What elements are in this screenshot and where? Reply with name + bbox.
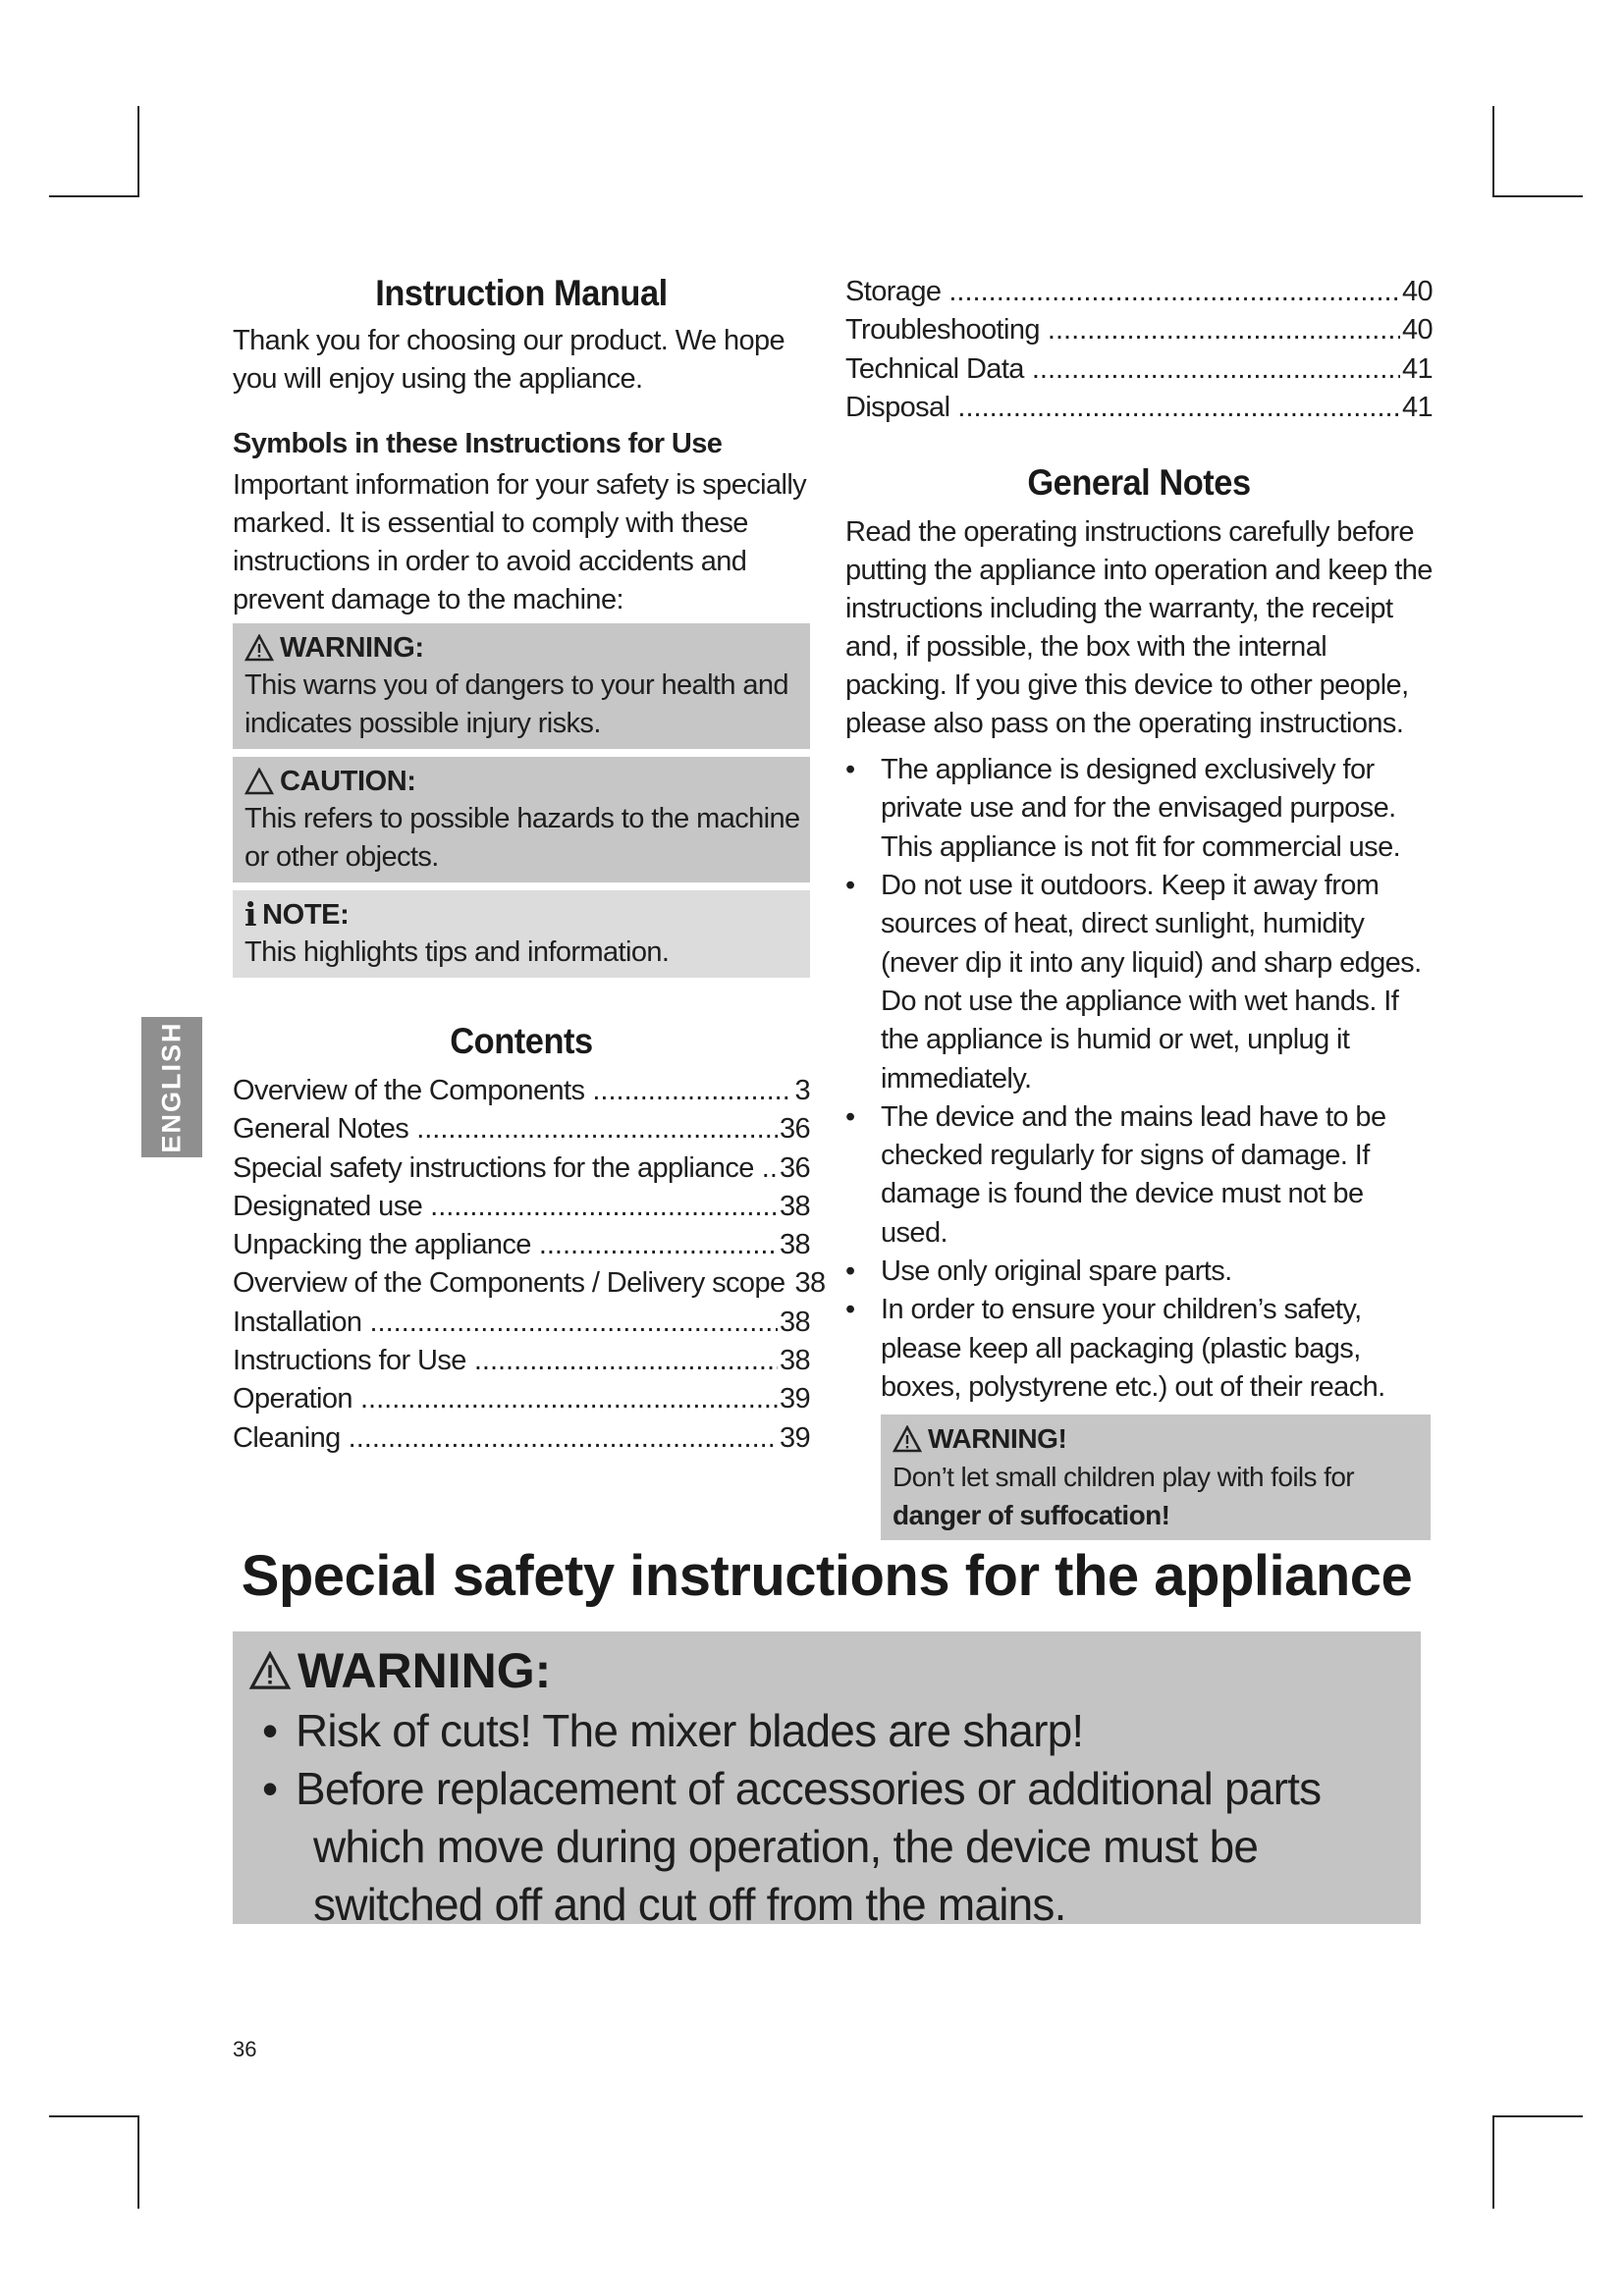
crop-mark: [1492, 106, 1494, 197]
warning-box: [233, 623, 810, 749]
contents-leader-dots: [1048, 311, 1400, 349]
intro-text: Thank you for choosing our product. We hope you will enjoy using the appliance.: [233, 325, 785, 395]
info-icon: i: [244, 895, 257, 934]
contents-entry-title: Storage: [845, 276, 942, 307]
contents-entry-page: 38: [779, 1345, 810, 1377]
caution-text: This refers to possible hazards to the machine or other objects.: [244, 803, 800, 873]
contents-entry: [845, 311, 1433, 349]
list-item-text: Use only original spare parts.: [881, 1255, 1232, 1288]
symbols-text: Important information for your safety is specially marked. It is essential to comply with these instructions in order to avoid accidents and prevent damage to the machine:: [233, 469, 807, 615]
bullet-point: •: [845, 754, 855, 786]
bullet-point: •: [845, 1294, 855, 1326]
crop-mark: [1492, 2115, 1583, 2117]
list-item: [845, 1291, 1433, 1407]
contents-entry: [233, 1110, 810, 1148]
crop-mark: [137, 2115, 139, 2209]
suffocation-warning-text-bold: danger of suffocation!: [893, 1500, 1170, 1531]
contents-list: [233, 1072, 826, 1458]
contents-entry-title: Special safety instructions for the appliance: [233, 1151, 754, 1184]
contents-entry: [845, 273, 1433, 311]
contents-title: Contents: [450, 1021, 593, 1061]
list-item-text: Do not use it outdoors. Keep it away from sources of heat, direct sunlight, humidity (never dip it into any liquid) and sharp edges. Do not use the appliance with wet hands. If the appliance is humid or wet, unplug it immediately.: [881, 870, 1422, 1095]
contents-entry-page: 36: [779, 1151, 810, 1184]
contents-entry-title: General Notes: [233, 1113, 409, 1146]
caution-icon: [244, 768, 274, 795]
safety-title: Special safety instructions for the appliance: [241, 1544, 1413, 1608]
list-item: [845, 867, 1433, 1098]
list-item: [845, 1253, 1433, 1291]
contents-entry-page: 41: [1401, 352, 1433, 385]
caution-box: [233, 757, 810, 882]
contents-entry-title: Cleaning: [233, 1421, 341, 1454]
suffocation-warning-text: [893, 1458, 1421, 1534]
contents-leader-dots: [539, 1226, 778, 1264]
contents-entry-page: 39: [779, 1383, 810, 1415]
list-item: [845, 751, 1433, 867]
contents-entry-title: Technical Data: [845, 352, 1024, 385]
contents-leader-dots: [762, 1149, 778, 1188]
contents-entry: [233, 1188, 810, 1226]
contents-entry: [845, 389, 1433, 427]
contents-leader-dots: [360, 1380, 778, 1418]
suffocation-warning-text-normal: Don’t let small children play with foils for: [893, 1462, 1355, 1493]
contents-leader-dots: [349, 1419, 778, 1458]
contents-leader-dots: [369, 1304, 777, 1342]
general-notes-list: [845, 751, 1433, 1407]
contents-entry-title: Installation: [233, 1306, 362, 1338]
crop-mark: [1492, 195, 1583, 197]
contents-entry: [233, 1419, 810, 1458]
bullet-point: •: [845, 870, 855, 902]
suffocation-warning-box: [881, 1415, 1431, 1540]
contents-list-continued: [845, 273, 1433, 427]
note-label: NOTE:: [262, 899, 350, 931]
list-item-text: In order to ensure your children’s safety, please keep all packaging (plastic bags, boxes, polystyrene etc.) out of their reach.: [881, 1294, 1385, 1403]
contents-entry-title: Instructions for Use: [233, 1345, 466, 1377]
contents-leader-dots: [474, 1342, 778, 1380]
contents-entry: [233, 1264, 826, 1303]
general-notes-text: Read the operating instructions carefully before putting the appliance into operation and keep the instructions including the warranty, the receipt and, if possible, the box with the internal packing. If you give this device to other people, please also pass on the operating instructions.: [845, 516, 1433, 740]
contents-entry-page: 3: [794, 1075, 810, 1106]
contents-leader-dots: [416, 1110, 778, 1148]
safety-list-item-text: Before replacement of accessories or additional parts which move during operation, the device must be switched off and cut off from the mains.: [296, 1763, 1322, 1930]
contents-entry-title: Disposal: [845, 391, 950, 423]
bullet-point: •: [262, 1705, 278, 1756]
bullet-point: •: [262, 1763, 278, 1814]
contents-entry-page: 40: [1401, 276, 1433, 307]
contents-entry-title: Operation: [233, 1383, 352, 1415]
language-tab-label: ENGLISH: [156, 1021, 187, 1153]
contents-entry-title: Unpacking the appliance: [233, 1229, 531, 1261]
right-column: [845, 273, 1433, 1540]
crop-mark: [1492, 2115, 1494, 2209]
language-tab: [141, 1017, 202, 1157]
list-item-text: The device and the mains lead have to be checked regularly for signs of damage. If damage is found the device must not be used.: [881, 1100, 1386, 1249]
crop-mark: [49, 2115, 139, 2117]
note-box: [233, 890, 810, 978]
contents-leader-dots: [1032, 350, 1400, 389]
warning-label: WARNING:: [280, 632, 424, 664]
contents-entry-page: 40: [1401, 314, 1433, 347]
contents-entry: [233, 1149, 810, 1188]
symbols-heading: Symbols in these Instructions for Use: [233, 428, 723, 459]
warning-icon: [248, 1651, 292, 1690]
contents-entry: [233, 1226, 810, 1264]
contents-entry-title: Designated use: [233, 1190, 423, 1222]
general-notes-title: General Notes: [1027, 462, 1251, 504]
page-number: 36: [233, 2037, 257, 2061]
contents-leader-dots: [948, 273, 1400, 311]
safety-warning-list: [248, 1702, 1407, 1934]
safety-list-item: [248, 1702, 1407, 1760]
contents-entry: [845, 350, 1433, 389]
safety-warning-box: [233, 1631, 1421, 1930]
contents-entry-title: Overview of the Components: [233, 1075, 585, 1106]
safety-warning-label: WARNING:: [298, 1643, 552, 1698]
contents-entry: [233, 1304, 810, 1342]
contents-entry-page: 36: [779, 1113, 810, 1146]
crop-mark: [137, 106, 139, 197]
contents-entry-page: 38: [779, 1190, 810, 1222]
warning-icon: [893, 1425, 922, 1453]
left-column: [233, 273, 826, 1458]
contents-leader-dots: [430, 1188, 778, 1226]
contents-leader-dots: [957, 389, 1400, 427]
contents-entry-page: 38: [779, 1229, 810, 1261]
crop-mark: [49, 195, 139, 197]
manual-title: Instruction Manual: [375, 273, 668, 313]
contents-entry-title: Overview of the Components / Delivery scope: [233, 1267, 785, 1300]
contents-entry-page: 38: [794, 1267, 826, 1300]
bullet-point: •: [845, 1255, 855, 1288]
warning-icon: [244, 634, 274, 662]
caution-label: CAUTION:: [280, 766, 416, 797]
contents-entry: [233, 1072, 810, 1110]
contents-entry-page: 41: [1401, 391, 1433, 423]
contents-entry: [233, 1380, 810, 1418]
suffocation-warning-label: WARNING!: [928, 1423, 1067, 1455]
bullet-point: •: [845, 1100, 855, 1133]
contents-entry-page: 39: [779, 1421, 810, 1454]
warning-text: This warns you of dangers to your health and indicates possible injury risks.: [244, 669, 788, 739]
contents-entry-title: Troubleshooting: [845, 314, 1040, 347]
safety-list-item-text: Risk of cuts! The mixer blades are sharp!: [296, 1705, 1084, 1756]
contents-entry-page: 38: [779, 1306, 810, 1338]
list-item-text: The appliance is designed exclusively for private use and for the envisaged purpose. This appliance is not fit for commercial use.: [881, 754, 1401, 863]
list-item: [845, 1098, 1433, 1253]
contents-leader-dots: [592, 1072, 792, 1110]
note-text: This highlights tips and information.: [244, 936, 670, 968]
safety-list-item: [248, 1760, 1407, 1934]
contents-entry: [233, 1342, 810, 1380]
